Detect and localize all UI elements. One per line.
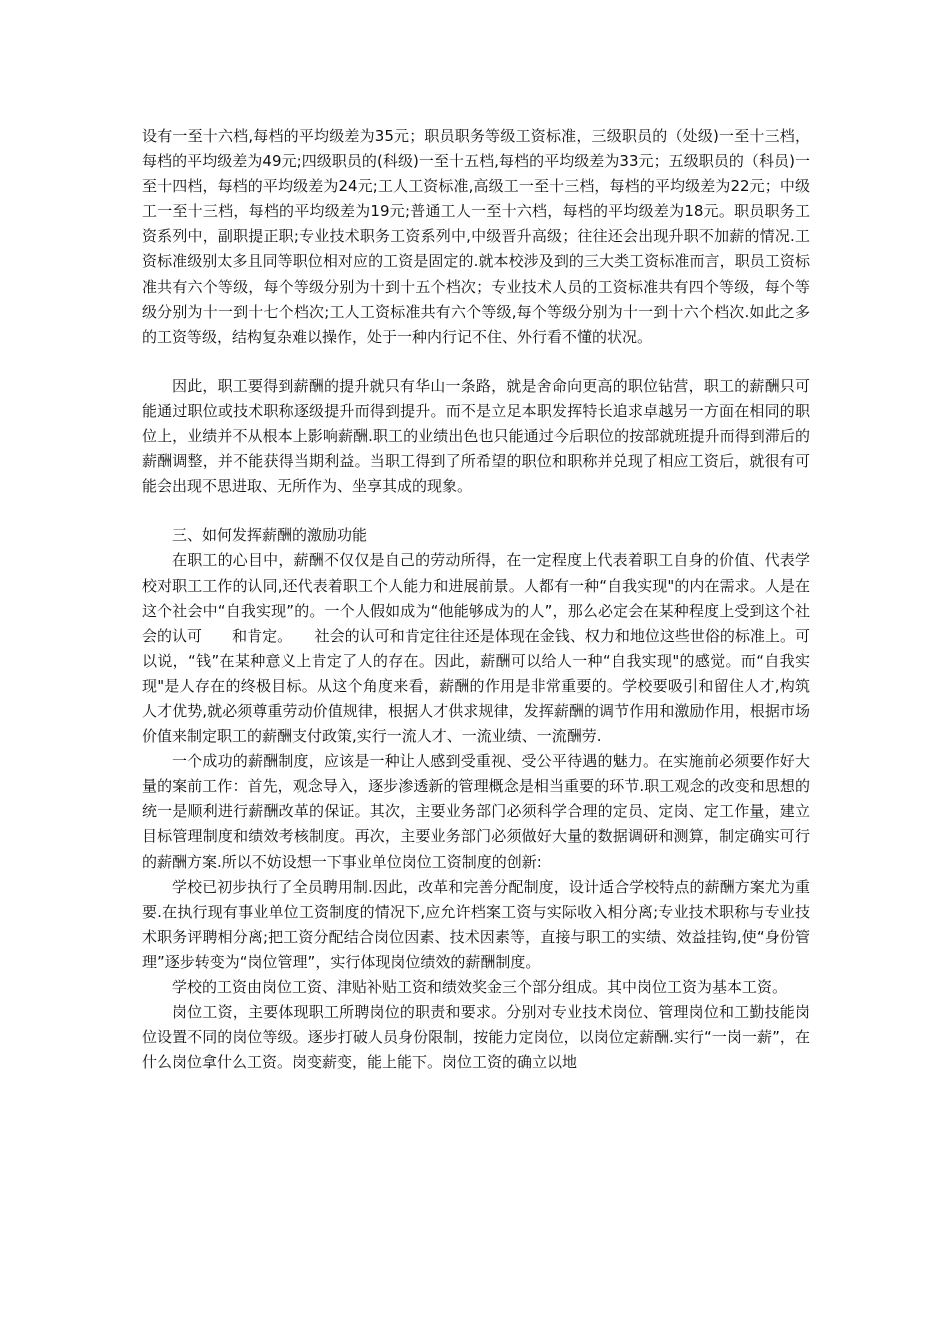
section-heading: 三、如何发挥薪酬的激励功能	[172, 526, 368, 545]
paragraph-employment-system: 学校已初步执行了全员聘用制.因此，改革和完善分配制度，设计适合学校特点的薪酬方案尤为重要.在执行现有事业单位工资制度的情况下,应允许档案工资与实际收入相分离;专业技术职称与专业技术职务评聘相分离;把工资分配结合岗位因素、技术因素等，直接与职工的实绩、效益挂钩,使“身份管理”逐步转变为“岗位管理”，实行体现岗位绩效的薪酬制度。	[142, 877, 810, 971]
paragraph-promotion-path: 因此，职工要得到薪酬的提升就只有华山一条路，就是舍命向更高的职位钻营，职工的薪酬只可能通过职位或技术职称逐级提升而得到提升。而不是立足本职发挥特长追求卓越另一方面在相同的职位上，业绩并不从根本上影响薪酬.职工的业绩出色也只能通过今后职位的按部就班提升而得到滞后的薪酬调整，并不能获得当期利益。当职工得到了所希望的职位和职称并兑现了相应工资后，就很有可能会出现不思进取、无所作为、坐享其成的现象。	[142, 376, 810, 496]
paragraph-position-salary: 岗位工资，主要体现职工所聘岗位的职责和要求。分别对专业技术岗位、管理岗位和工勤技能岗位设置不同的岗位等级。逐步打破人员身份限制，按能力定岗位，以岗位定薪酬.实行“一岗一薪”，在什么岗位拿什么工资。岗变薪变，能上能下。岗位工资的确立以地	[142, 1003, 810, 1072]
paragraph-salary-grades: 设有一至十六档,每档的平均级差为35元；职员职务等级工资标准，三级职员的（处级)一至十三档，每档的平均级差为49元;四级职员的(科级)一至十五档,每档的平均级差为33元；五级职员的（科员)一至十四档，每档的平均级差为24元;工人工资标准,高级工一至十三档，每档的平均级差为22元；中级工一至十三档，每档的平均级差为19元;普通工人一至十六档，每档的平均级差为18元。职员职务工资系列中，副职提正职;专业技术职务工资系列中,中级晋升高级；往往还会出现升职不加薪的情况.工资标准级别太多且同等职位相对应的工资是固定的.就本校涉及到的三大类工资标准而言，职员工资标准共有六个等级，每个等级分别为十到十五个档次；专业技术人员的工资标准共有四个等级，每个等级分别为十一到十七个档次;工人工资标准共有六个等级,每个等级分别为十一到十六个档次.如此之多的工资等级，结构复杂难以操作，处于一种内行记不住、外行看不懂的状况。	[142, 127, 810, 346]
document-page	[142, 124, 810, 1075]
paragraph-self-realization: 在职工的心目中，薪酬不仅仅是自己的劳动所得，在一定程度上代表着职工自身的价值、代表学校对职工工作的认同,还代表着职工个人能力和进展前景。人都有一种“自我实现"的内在需求。人是在这个社会中“自我实现”的。一个人假如成为“他能够成为的人”，那么必定会在某种程度上受到这个社会的认可 和肯定。 社会的认可和肯定往往还是体现在金钱、权力和地位这些世俗的标准上。可以说，“钱”在某种意义上肯定了人的存在。因此，薪酬可以给人一种“自我实现"的感觉。而“自我实现"是人存在的终极目标。从这个角度来看，薪酬的作用是非常重要的。学校要吸引和留住人才,构筑人才优势,就必须尊重劳动价值规律，根据人才供求规律，发挥薪酬的调节作用和激励作用，根据市场价值来制定职工的薪酬支付政策,实行一流人才、一流业绩、一流酬劳.	[142, 551, 810, 746]
paragraph-gap	[142, 350, 810, 374]
paragraph-gap	[142, 499, 810, 523]
paragraph-salary-composition: 学校的工资由岗位工资、津贴补贴工资和绩效奖金三个部分组成。其中岗位工资为基本工资。	[172, 978, 788, 996]
paragraph-successful-system: 一个成功的薪酬制度，应该是一种让人感到受重视、受公平待遇的魅力。在实施前必须要作好大量的案前工作：首先，观念导入，逐步渗透新的管理概念是相当重要的环节.职工观念的改变和思想的统一是顺利进行薪酬改革的保证。其次，主要业务部门必须科学合理的定员、定岗、定工作量，建立目标管理制度和绩效考核制度。再次，主要业务部门必须做好大量的数据调研和测算，制定确实可行的薪酬方案.所以不妨设想一下事业单位岗位工资制度的创新:	[142, 752, 810, 871]
